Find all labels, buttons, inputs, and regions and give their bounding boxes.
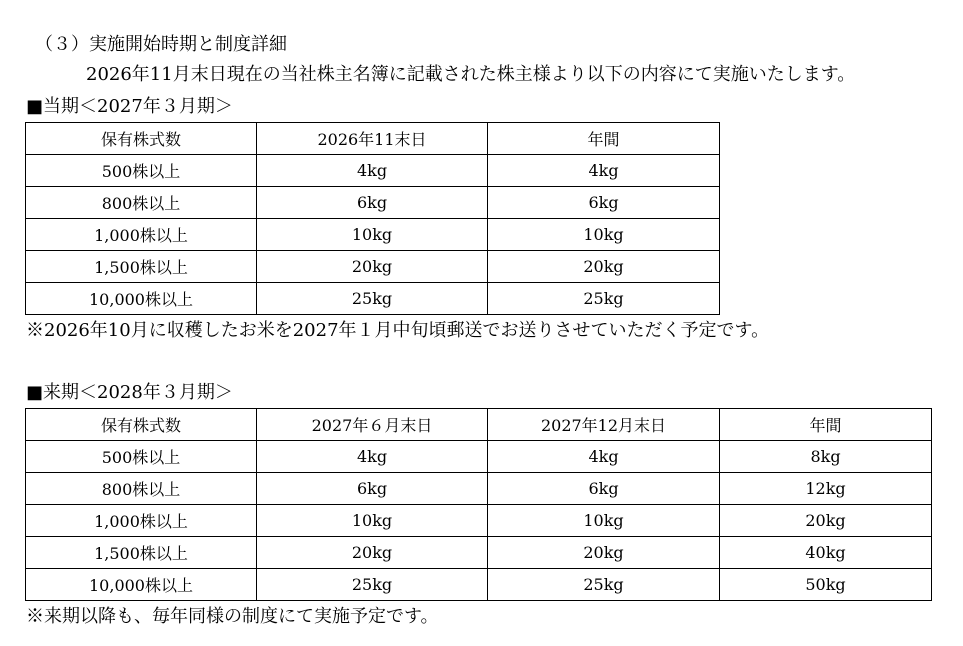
table-cell: 10kg: [257, 219, 488, 251]
table-row: [26, 283, 720, 315]
table-row: [26, 187, 720, 219]
current-period-heading: ■当期＜2027年３月期＞: [26, 96, 233, 117]
intro-text: 2026年11月末日現在の当社株主名簿に記載された株主様より以下の内容にて実施いたします。: [86, 64, 856, 85]
table-cell: 500株以上: [26, 441, 257, 473]
next-period-heading: ■来期＜2028年３月期＞: [26, 382, 233, 403]
table-row: [26, 251, 720, 283]
table-cell: 4kg: [488, 441, 720, 473]
table-cell: 6kg: [257, 187, 488, 219]
table-cell: 4kg: [488, 155, 720, 187]
table-cell: 800株以上: [26, 473, 257, 505]
table-row: [26, 219, 720, 251]
column-header: 保有株式数: [26, 409, 257, 441]
next-period-note: ※来期以降も、毎年同様の制度にて実施予定です。: [26, 606, 439, 627]
section-heading: （３）実施開始時期と制度詳細: [35, 34, 287, 55]
table-row: [26, 537, 932, 569]
column-header: 年間: [720, 409, 932, 441]
table-cell: 25kg: [257, 283, 488, 315]
table-cell: 500株以上: [26, 155, 257, 187]
next-period-table: [25, 408, 932, 601]
table-cell: 1,000株以上: [26, 219, 257, 251]
column-header: 年間: [488, 123, 720, 155]
table-cell: 20kg: [720, 505, 932, 537]
table-cell: 10kg: [488, 505, 720, 537]
table-cell: 20kg: [488, 537, 720, 569]
table-cell: 10kg: [488, 219, 720, 251]
table-cell: 4kg: [257, 155, 488, 187]
table-cell: 40kg: [720, 537, 932, 569]
current-period-note: ※2026年10月に収穫したお米を2027年１月中旬頃郵送でお送りさせていただく予定です。: [26, 320, 770, 341]
table-cell: 25kg: [257, 569, 488, 601]
table-cell: 10kg: [257, 505, 488, 537]
table-cell: 6kg: [488, 187, 720, 219]
table-cell: 20kg: [257, 537, 488, 569]
table-cell: 20kg: [257, 251, 488, 283]
column-header: 2027年12月末日: [488, 409, 720, 441]
table-cell: 6kg: [257, 473, 488, 505]
table-row: [26, 505, 932, 537]
table-header-row: [26, 409, 932, 441]
column-header: 2027年６月末日: [257, 409, 488, 441]
table-cell: 1,500株以上: [26, 251, 257, 283]
table-cell: 50kg: [720, 569, 932, 601]
table-row: [26, 155, 720, 187]
table-cell: 20kg: [488, 251, 720, 283]
table-cell: 4kg: [257, 441, 488, 473]
table-row: [26, 441, 932, 473]
table-cell: 25kg: [488, 569, 720, 601]
column-header: 2026年11末日: [257, 123, 488, 155]
column-header: 保有株式数: [26, 123, 257, 155]
table-row: [26, 569, 932, 601]
table-cell: 10,000株以上: [26, 569, 257, 601]
table-row: [26, 473, 932, 505]
current-period-table: [25, 122, 720, 315]
table-cell: 10,000株以上: [26, 283, 257, 315]
table-cell: 8kg: [720, 441, 932, 473]
table-cell: 6kg: [488, 473, 720, 505]
table-cell: 1,000株以上: [26, 505, 257, 537]
table-header-row: [26, 123, 720, 155]
table-cell: 12kg: [720, 473, 932, 505]
table-cell: 1,500株以上: [26, 537, 257, 569]
table-cell: 800株以上: [26, 187, 257, 219]
table-cell: 25kg: [488, 283, 720, 315]
